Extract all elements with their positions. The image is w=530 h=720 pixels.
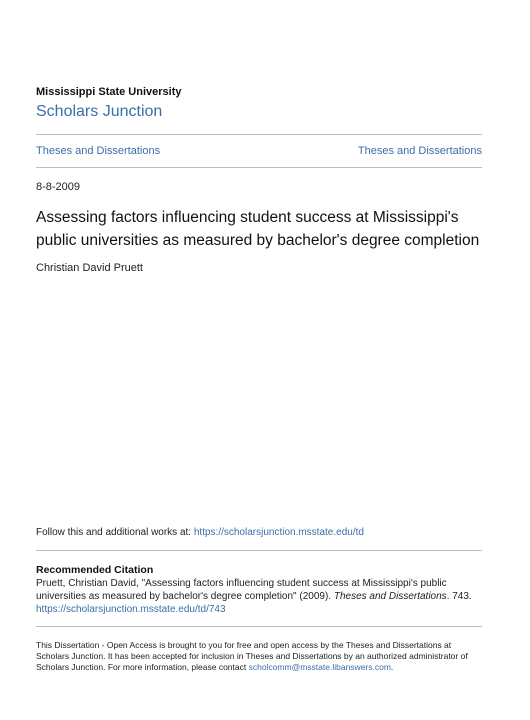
publication-date: 8-8-2009 bbox=[36, 181, 81, 193]
document-title: Assessing factors influencing student success at Mississippi's public universities as measured by bachelor's degree completion bbox=[36, 209, 480, 249]
university-name: Mississippi State University bbox=[36, 86, 182, 98]
access-notice-end: . bbox=[390, 662, 394, 672]
access-notice-text: This Dissertation - Open Access is brought to you for free and open access by the Theses and Dissertations at Scholars Junction. It has been accepted for inclusion in Theses and Dissertations by an authorized administrator of Scholars Junction. For more information, please contact bbox=[36, 640, 468, 672]
citation-link[interactable]: https://scholarsjunction.msstate.edu/td/743 bbox=[36, 604, 226, 615]
divider bbox=[36, 626, 482, 627]
collection-nav bbox=[36, 145, 482, 157]
contact-email-link[interactable]: scholcomm@msstate.libanswers.com bbox=[248, 662, 391, 672]
citation-body bbox=[36, 577, 482, 616]
follow-line bbox=[36, 527, 482, 538]
follow-text: Follow this and additional works at: bbox=[36, 527, 194, 538]
collection-link-right[interactable]: Theses and Dissertations bbox=[357, 145, 482, 157]
citation-heading: Recommended Citation bbox=[36, 564, 154, 576]
divider bbox=[36, 167, 482, 168]
divider bbox=[36, 134, 482, 135]
author-name: Christian David Pruett bbox=[36, 262, 143, 274]
citation-text: Pruett, Christian David, "Assessing factors influencing student success at Mississippi's public universities as measured by bachelor's degree completion" (2009). bbox=[36, 578, 447, 602]
repository-name[interactable]: Scholars Junction bbox=[36, 103, 163, 120]
access-notice bbox=[36, 640, 482, 673]
citation-series: Theses and Dissertations bbox=[333, 591, 447, 602]
cover-page bbox=[36, 0, 482, 720]
citation-number: . 743. bbox=[446, 591, 472, 602]
collection-link-left[interactable]: Theses and Dissertations bbox=[36, 145, 161, 157]
divider bbox=[36, 550, 482, 551]
follow-link[interactable]: https://scholarsjunction.msstate.edu/td bbox=[193, 527, 364, 538]
